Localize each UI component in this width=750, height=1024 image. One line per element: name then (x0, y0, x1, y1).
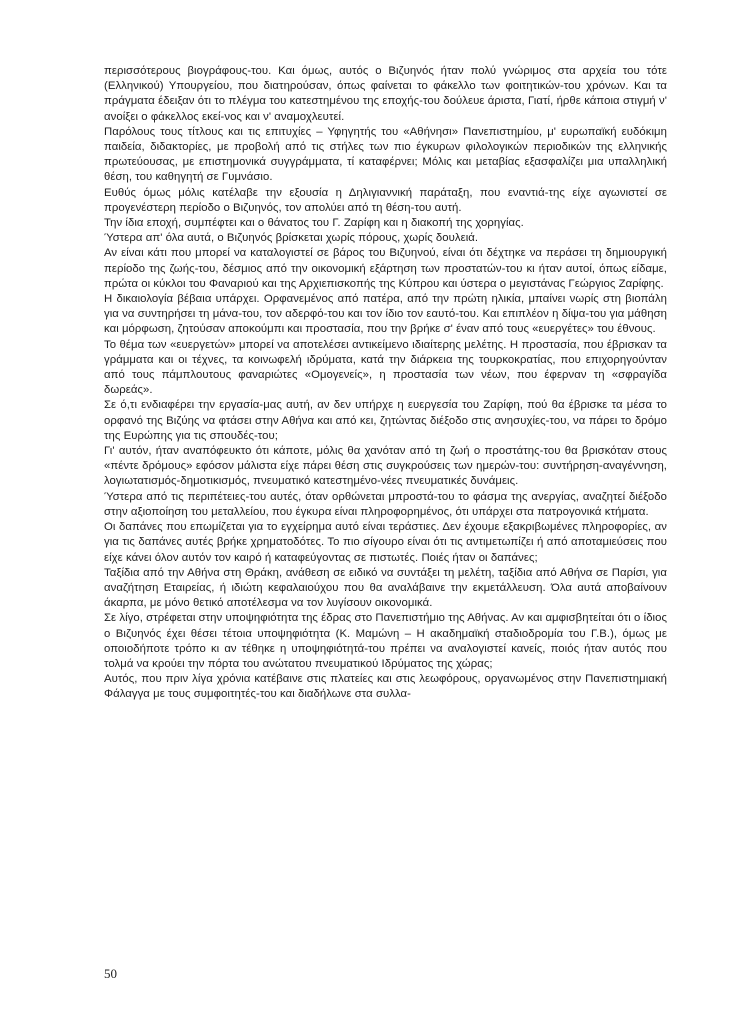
paragraph-10: Γι' αυτόν, ήταν αναπόφευκτο ότι κάποτε, μόλις θα χανόταν από τη ζωή ο προστάτης-του θα βρισκόταν στους «πέντε δρόμους» εφόσον μάλιστα είχε πάρει θέση στις συγκρούσεις των ημερών-του: συντήρηση-αναγέννηση, λογιωτατισμός-δημοτικισμός, πνευματικό κατεστημένο-νέες πνευματικές δυνάμεις. (104, 445, 667, 488)
paragraph-15: Αυτός, που πριν λίγα χρόνια κατέβαινε στις πλατείες και στις λεωφόρους, οργανωμένος στην Πανεπιστημιακή Φάλαγγα με τους συμφοιτητές-του και διαδήλωνε στα συλλα- (104, 673, 667, 701)
paragraph-2: Παρόλους τους τίτλους και τις επιτυχίες – Υφηγητής του «Αθήνησι» Πανεπιστημίου, μ' ευρωπαϊκή ευδόκιμη παιδεία, διδακτορίες, με προβολή από τις στήλες των πιο έγκυρων φιλολογικών περιοδικών της ελληνικής πρωτεύουσας, με επιστημονικά συγγράμματα, τί καταφέρνει; Μόλις και μεταβίας εξασφαλίζει μια υπαλληλική θέση, του καθηγητή σε Γυμνάσιο. (104, 125, 667, 184)
paragraph-3: Ευθύς όμως μόλις κατέλαβε την εξουσία η Δηλιγιαννική παράταξη, που εναντιά-της είχε αγωνιστεί σε προγενέστερη περίοδο ο Βιζυηνός, τον απολύει από τη θέση-του αυτή. (104, 186, 667, 214)
paragraph-1: περισσότερους βιογράφους-του. Και όμως, αυτός ο Βιζυηνός ήταν πολύ γνώριμος στα αρχεία του τότε (Ελληνικού) Υπουργείου, που διατηρούσαν, όπως φαίνεται το φάκελλο των φοιτητικών-του χρόνων. Και τα πράγματα έδειξαν ότι το πλέγμα του κατεστημένου της εποχής-του δούλευε άριστα, Γιατί, ήρθε κάποια στιγμή ν' ανοίξει ο φάκελλος εκεί-νος και ν' αναμοχλευτεί. (104, 65, 667, 123)
paragraph-14: Σε λίγο, στρέφεται στην υποψηφιότητα της έδρας στο Πανεπιστήμιο της Αθήνας. Αν και αμφισβητείται ότι ο ίδιος ο Βιζυηνός έχει θέσει τέτοια υποψηφιότητα (Κ. Μαμώνη – Η ακαδημαϊκή σταδιοδρομία του Γ.Β.), όμως με οποιοδήποτε τρόπο κι αν τέθηκε η υποψηφιότητά-του πρέπει να αναλογιστεί κανείς, ποιός ήταν αυτός που τολμά να κρούει την πόρτα του ανώτατου πνευματικού Ιδρύματος της χώρας; (104, 612, 668, 670)
paragraph-12: Οι δαπάνες που επωμίζεται για το εγχείρημα αυτό είναι τεράστιες. Δεν έχουμε εξακριβωμένες πληροφορίες, αν για τις δαπάνες αυτές βρήκε χρηματοδότες. Το πιο σίγουρο είναι ότι τις αντιμετωπίζει ή από αποταμιεύσεις που είχε κάνει όλον αυτόν τον καιρό ή καταφεύγοντας σε πιστωτές. Ποιές ήταν οι δαπάνες; (104, 521, 667, 564)
paragraph-7: Η δικαιολογία βέβαια υπάρχει. Ορφανεμένος από πατέρα, από την πρώτη ηλικία, μπαίνει νωρίς στη βιοπάλη για να συντηρήσει τη μάνα-του, τον αδερφό-του και τον ίδιο τον εαυτό-του. Και επιπλέον η δίψα-του για μάθηση και μόρφωση, ζητούσαν αποκούμπι και προστασία, που την βρήκε σ' έναν από τους «ευεργέτες» του έθνους. (104, 293, 667, 336)
body-text (104, 64, 667, 703)
paragraph-13: Ταξίδια από την Αθήνα στη Θράκη, ανάθεση σε ειδικό να συντάξει τη μελέτη, ταξίδια από Αθήνα σε Παρίσι, για αναζήτηση Εταιρείας, ή ιδιώτη κεφαλαιούχου που θα αναλάβαινε την εκμετάλλευση. Όλα αυτά αποβαίνουν άκαρπα, με μόνο θετικό αποτέλεσμα να τον λυγίσουν οικονομικά. (104, 566, 667, 610)
page-number: 50 (104, 966, 117, 981)
paragraph-5: Ύστερα απ' όλα αυτά, ο Βιζυηνός βρίσκεται χωρίς πόρους, χωρίς δουλειά. (104, 232, 479, 245)
paragraph-8: Το θέμα των «ευεργετών» μπορεί να αποτελέσει αντικείμενο ιδιαίτερης μελέτης. Η προστασία, που έβρισκαν τα γράμματα και οι τέχνες, τα κοινωφελή ιδρύματα, κατά την διάρκεια της τουρκοκρατίας, που επιχορηγούνταν από τους πάμπλουτους φαναριώτες «Ομογενείς», η προστασία των νέων, που έφερναν τη «σφραγίδα δωρεάς». (104, 338, 667, 397)
paragraph-9: Σε ό,τι ενδιαφέρει την εργασία-μας αυτή, αν δεν υπήρχε η ευεργεσία του Ζαρίφη, πού θα έβρισκε τα μέσα το ορφανό της Βιζύης να φτάσει στην Αθήνα και από κει, ζητώντας διέξοδο στις ανησυχίες-του, να πάρει το δρόμο της Ευρώπης για τις σπουδές-του; (104, 399, 667, 442)
paragraph-4: Την ίδια εποχή, συμπέφτει και ο θάνατος του Γ. Ζαρίφη και η διακοπή της χορηγίας. (104, 217, 524, 230)
paragraph-11: Ύστερα από τις περιπέτειες-του αυτές, όταν ορθώνεται μπροστά-του το φάσμα της ανεργίας, αναζητεί διέξοδο στην αξιοποίηση του μεταλλείου, που έγκυρα είναι πληροφορημένος, ότι υπάρχει στα πατρογονικά κτήματα. (104, 490, 667, 518)
paragraph-6: Αν είναι κάτι που μπορεί να καταλογιστεί σε βάρος του Βιζυηνού, είναι ότι δέχτηκε να περάσει τη δημιουργική περίοδο της ζωής-του, δέσμιος από την οικονομική εξάρτηση των προστατών-του κι ήταν αυτοί, όπως είδαμε, πρώτα οι κύκλοι του Φαναριού και της Αρχιεπισκοπής της Κύπρου και ύστερα ο μεγιστάνας Γεώργιος Ζαρίφης. (104, 247, 667, 290)
